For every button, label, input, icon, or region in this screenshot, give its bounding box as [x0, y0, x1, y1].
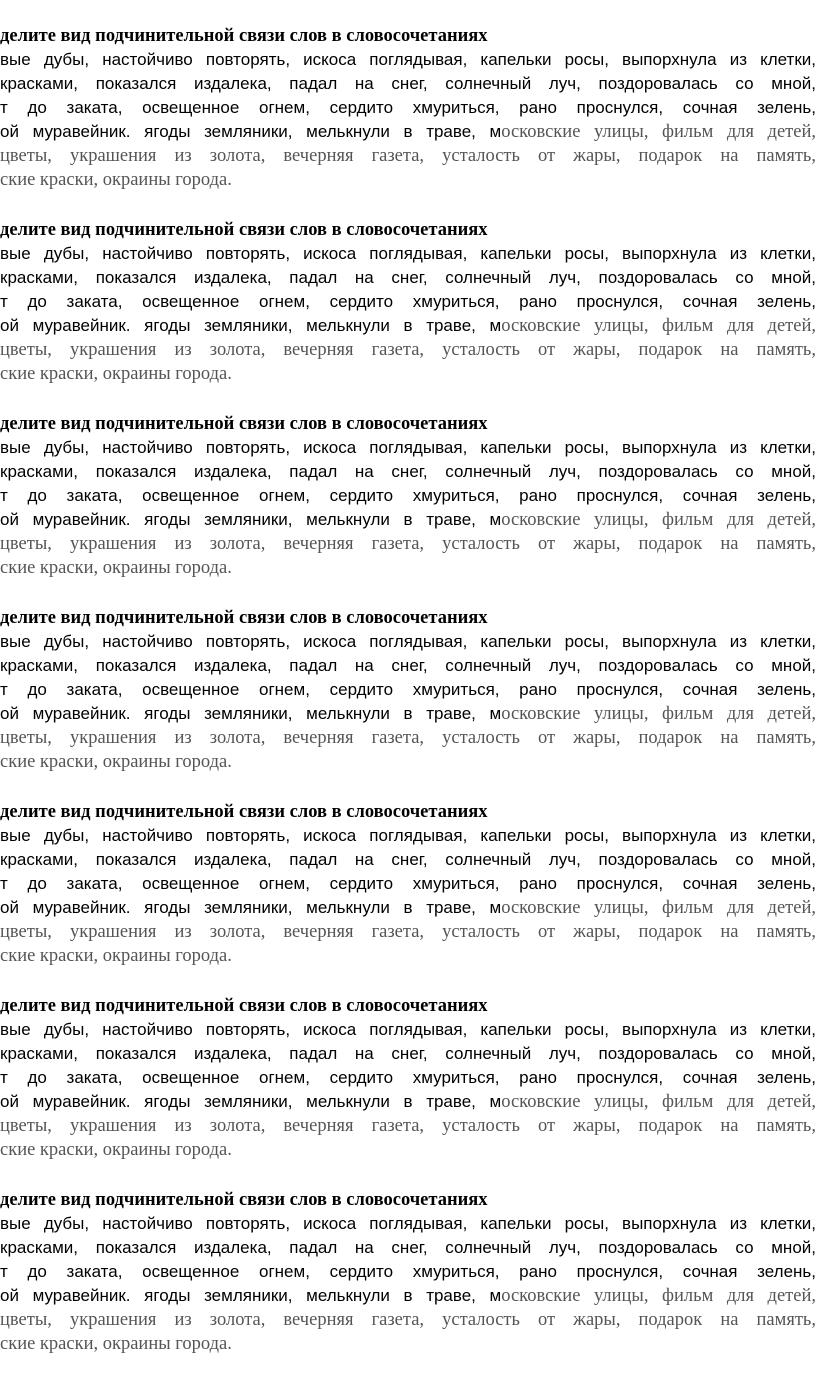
exercise-heading: делите вид подчинительной связи слов в словосочетаниях [0, 414, 488, 434]
exercise-line-part: осковские улицы, фильм для детей, [501, 316, 816, 336]
exercise-line-part: ой муравейник. ягоды земляники, мелькнули в траве, м [0, 1092, 502, 1111]
exercise-line-part: ой муравейник. ягоды земляники, мелькнули в траве, м [0, 1286, 502, 1305]
exercise-line: т до заката, освещенное огнем, сердито хмуриться, рано проснулся, сочная зелень, [0, 874, 816, 893]
exercise-line-part: осковские улицы, фильм для детей, [501, 510, 816, 530]
exercise-heading: делите вид подчинительной связи слов в словосочетаниях [0, 1190, 488, 1210]
exercise-line [0, 1284, 816, 1308]
exercise-line: цветы, украшения из золота, вечерняя газета, усталость от жары, подарок на память, [0, 728, 816, 748]
exercise-line: красками, показался издалека, падал на снег, солнечный луч, поздоровалась со мной, [0, 1238, 816, 1257]
exercise-line: красками, показался издалека, падал на снег, солнечный луч, поздоровалась со мной, [0, 268, 816, 287]
exercise-line: т до заката, освещенное огнем, сердито хмуриться, рано проснулся, сочная зелень, [0, 1262, 816, 1281]
exercise-block [0, 388, 816, 578]
exercise-line: цветы, украшения из золота, вечерняя газета, усталость от жары, подарок на память, [0, 922, 816, 942]
exercise-line-part: ой муравейник. ягоды земляники, мелькнули в траве, м [0, 898, 502, 917]
exercise-line: красками, показался издалека, падал на снег, солнечный луч, поздоровалась со мной, [0, 656, 816, 675]
exercise-line: т до заката, освещенное огнем, сердито хмуриться, рано проснулся, сочная зелень, [0, 98, 816, 117]
exercise-line: ские краски, окраины города. [0, 170, 232, 190]
exercise-line-part: осковские улицы, фильм для детей, [501, 122, 816, 142]
exercise-line: вые дубы, настойчиво повторять, искоса поглядывая, капельки росы, выпорхнула из клетки, [0, 632, 816, 651]
exercise-line-part: осковские улицы, фильм для детей, [501, 1286, 816, 1306]
exercise-block [0, 1164, 816, 1354]
exercise-line-part: ой муравейник. ягоды земляники, мелькнули в траве, м [0, 704, 502, 723]
exercise-line: т до заката, освещенное огнем, сердито хмуриться, рано проснулся, сочная зелень, [0, 486, 816, 505]
exercise-line [0, 120, 816, 144]
exercise-line-part: осковские улицы, фильм для детей, [501, 704, 816, 724]
exercise-heading: делите вид подчинительной связи слов в словосочетаниях [0, 996, 488, 1016]
exercise-line: ские краски, окраины города. [0, 946, 232, 966]
exercise-line: вые дубы, настойчиво повторять, искоса поглядывая, капельки росы, выпорхнула из клетки, [0, 50, 816, 69]
exercise-block [0, 0, 816, 190]
exercise-line-part: ой муравейник. ягоды земляники, мелькнули в траве, м [0, 316, 502, 335]
exercise-heading: делите вид подчинительной связи слов в словосочетаниях [0, 26, 488, 46]
exercise-block [0, 970, 816, 1160]
exercise-line: вые дубы, настойчиво повторять, искоса поглядывая, капельки росы, выпорхнула из клетки, [0, 438, 816, 457]
exercise-line: цветы, украшения из золота, вечерняя газета, усталость от жары, подарок на память, [0, 340, 816, 360]
exercise-line: т до заката, освещенное огнем, сердито хмуриться, рано проснулся, сочная зелень, [0, 292, 816, 311]
exercise-line: ские краски, окраины города. [0, 364, 232, 384]
exercise-heading: делите вид подчинительной связи слов в словосочетаниях [0, 608, 488, 628]
exercise-line-part: ой муравейник. ягоды земляники, мелькнули в траве, м [0, 122, 502, 141]
exercise-line: красками, показался издалека, падал на снег, солнечный луч, поздоровалась со мной, [0, 462, 816, 481]
exercise-line: цветы, украшения из золота, вечерняя газета, усталость от жары, подарок на память, [0, 534, 816, 554]
exercise-line: ские краски, окраины города. [0, 1334, 232, 1354]
exercise-line: т до заката, освещенное огнем, сердито хмуриться, рано проснулся, сочная зелень, [0, 680, 816, 699]
exercise-line: красками, показался издалека, падал на снег, солнечный луч, поздоровалась со мной, [0, 1044, 816, 1063]
exercise-line: вые дубы, настойчиво повторять, искоса поглядывая, капельки росы, выпорхнула из клетки, [0, 244, 816, 263]
exercise-line [0, 314, 816, 338]
exercise-line-part: осковские улицы, фильм для детей, [501, 898, 816, 918]
exercise-line [0, 508, 816, 532]
exercise-line-part: осковские улицы, фильм для детей, [501, 1092, 816, 1112]
exercise-heading: делите вид подчинительной связи слов в словосочетаниях [0, 802, 488, 822]
exercise-line: цветы, украшения из золота, вечерняя газета, усталость от жары, подарок на память, [0, 146, 816, 166]
exercise-line: цветы, украшения из золота, вечерняя газета, усталость от жары, подарок на память, [0, 1116, 816, 1136]
exercise-line: вые дубы, настойчиво повторять, искоса поглядывая, капельки росы, выпорхнула из клетки, [0, 1214, 816, 1233]
exercise-line [0, 896, 816, 920]
exercise-heading: делите вид подчинительной связи слов в словосочетаниях [0, 220, 488, 240]
exercise-block [0, 776, 816, 966]
exercise-line: т до заката, освещенное огнем, сердито хмуриться, рано проснулся, сочная зелень, [0, 1068, 816, 1087]
exercise-line: красками, показался издалека, падал на снег, солнечный луч, поздоровалась со мной, [0, 850, 816, 869]
exercise-line: ские краски, окраины города. [0, 558, 232, 578]
exercise-block [0, 582, 816, 772]
exercise-line: вые дубы, настойчиво повторять, искоса поглядывая, капельки росы, выпорхнула из клетки, [0, 826, 816, 845]
exercise-line: цветы, украшения из золота, вечерняя газета, усталость от жары, подарок на память, [0, 1310, 816, 1330]
exercise-block [0, 194, 816, 384]
exercise-line [0, 702, 816, 726]
exercise-line: ские краски, окраины города. [0, 1140, 232, 1160]
exercise-line: вые дубы, настойчиво повторять, искоса поглядывая, капельки росы, выпорхнула из клетки, [0, 1020, 816, 1039]
exercise-line [0, 1090, 816, 1114]
exercise-line: ские краски, окраины города. [0, 752, 232, 772]
exercise-line-part: ой муравейник. ягоды земляники, мелькнули в траве, м [0, 510, 502, 529]
exercise-line: красками, показался издалека, падал на снег, солнечный луч, поздоровалась со мной, [0, 74, 816, 93]
